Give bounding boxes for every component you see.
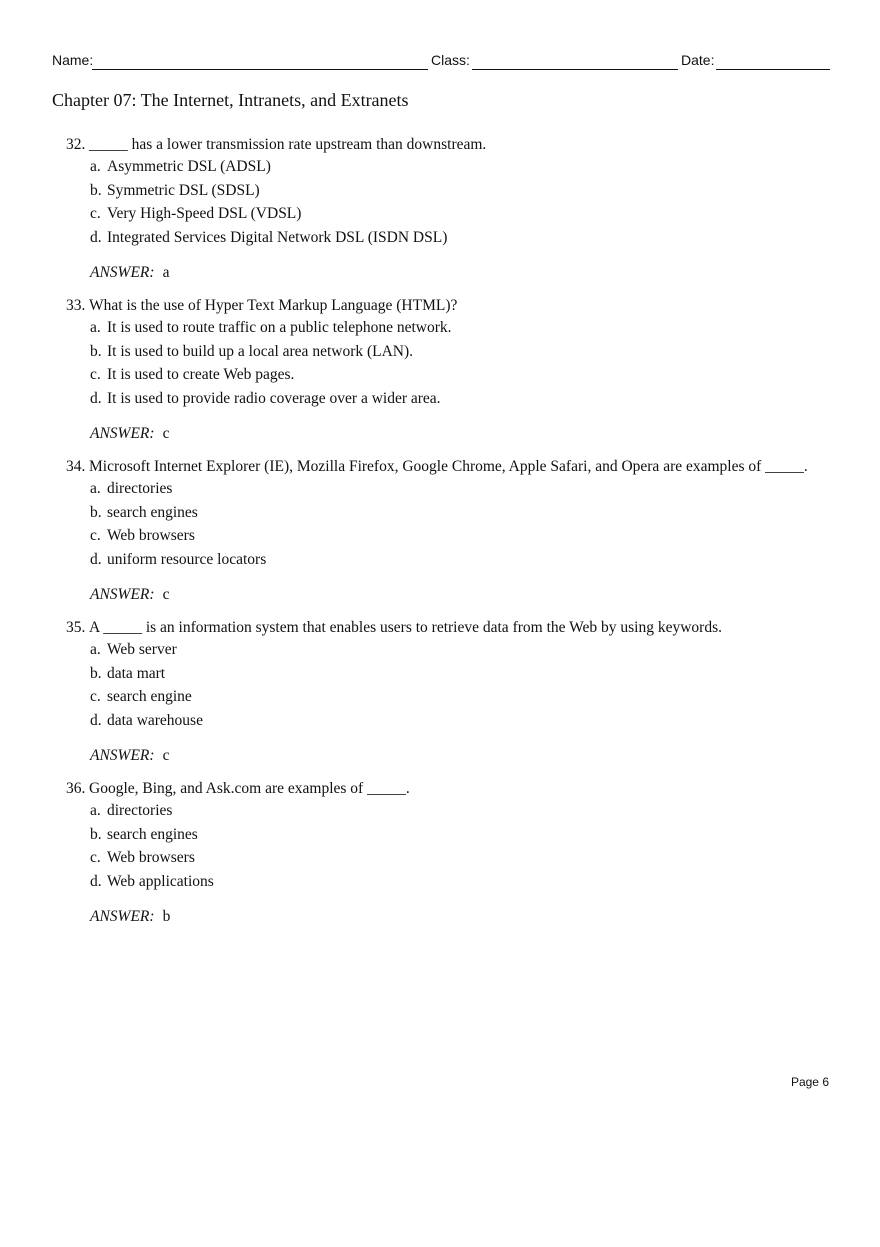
option-letter: b. (90, 343, 102, 360)
option-a (90, 641, 177, 659)
option-letter: b. (90, 665, 102, 682)
answer-line (90, 586, 169, 604)
question-list (0, 134, 880, 939)
option-letter: a. (90, 641, 101, 658)
option-letter: b. (90, 504, 102, 521)
option-c (90, 849, 195, 867)
option-text: Web applications (107, 873, 214, 890)
option-text: uniform resource locators (107, 551, 267, 568)
question-35 (0, 617, 880, 778)
page-number: Page 6 (790, 1075, 829, 1089)
question-number: 34. (66, 458, 86, 475)
question-36 (0, 778, 880, 939)
answer-line (90, 264, 169, 282)
question-stem (66, 619, 722, 637)
option-text: Web browsers (107, 527, 195, 544)
option-c (90, 527, 195, 545)
option-text: directories (107, 480, 173, 497)
answer-value: c (162, 425, 170, 442)
option-letter: b. (90, 826, 102, 843)
question-text: _____ has a lower transmission rate upstream than downstream. (89, 136, 487, 153)
option-a (90, 319, 452, 337)
option-letter: a. (90, 480, 101, 497)
option-a (90, 480, 172, 498)
option-b (90, 826, 198, 844)
option-letter: c. (90, 688, 101, 705)
option-a (90, 158, 271, 176)
answer-line (90, 747, 169, 765)
option-text: directories (107, 802, 173, 819)
name-label: Name: (52, 52, 94, 68)
answer-value: b (162, 908, 171, 925)
answer-line (90, 908, 170, 926)
option-text: search engines (107, 826, 198, 843)
header-fields (52, 52, 830, 72)
option-b (90, 343, 413, 361)
question-text: Google, Bing, and Ask.com are examples of _____. (89, 780, 410, 797)
option-c (90, 205, 301, 223)
option-d (90, 551, 266, 569)
option-letter: c. (90, 366, 101, 383)
option-text: Web server (107, 641, 177, 658)
question-stem (66, 136, 486, 154)
answer-label: ANSWER: (90, 908, 155, 925)
option-letter: d. (90, 551, 102, 568)
option-text: Web browsers (107, 849, 195, 866)
option-c (90, 688, 192, 706)
option-letter: c. (90, 205, 101, 222)
option-text: Symmetric DSL (SDSL) (107, 182, 260, 199)
option-letter: b. (90, 182, 102, 199)
option-a (90, 802, 172, 820)
option-letter: d. (90, 390, 102, 407)
option-d (90, 712, 203, 730)
question-34 (0, 456, 880, 617)
question-number: 35. (66, 619, 86, 636)
question-number: 33. (66, 297, 86, 314)
answer-value: c (162, 747, 170, 764)
question-text: A _____ is an information system that enables users to retrieve data from the Web by using keywords. (89, 619, 722, 636)
name-field-line (92, 69, 428, 70)
option-d (90, 873, 214, 891)
answer-label: ANSWER: (90, 747, 155, 764)
option-text: It is used to create Web pages. (107, 366, 295, 383)
option-letter: c. (90, 527, 101, 544)
question-stem (66, 458, 808, 476)
option-letter: d. (90, 229, 102, 246)
option-text: search engines (107, 504, 198, 521)
question-33 (0, 295, 880, 456)
option-text: search engine (107, 688, 192, 705)
answer-label: ANSWER: (90, 425, 155, 442)
option-text: data warehouse (107, 712, 203, 729)
option-c (90, 366, 294, 384)
option-text: Very High-Speed DSL (VDSL) (107, 205, 302, 222)
option-letter: a. (90, 158, 101, 175)
option-b (90, 182, 260, 200)
option-text: data mart (107, 665, 166, 682)
option-text: Asymmetric DSL (ADSL) (107, 158, 271, 175)
answer-value: c (162, 586, 170, 603)
chapter-title: Chapter 07: The Internet, Intranets, and Extranets (52, 90, 409, 110)
question-32 (0, 134, 880, 295)
question-stem (66, 297, 457, 315)
answer-label: ANSWER: (90, 586, 155, 603)
option-letter: d. (90, 873, 102, 890)
option-letter: a. (90, 802, 101, 819)
option-d (90, 390, 441, 408)
answer-line (90, 425, 169, 443)
option-text: Integrated Services Digital Network DSL (ISDN DSL) (107, 229, 448, 246)
date-field-line (716, 69, 830, 70)
question-stem (66, 780, 410, 798)
option-b (90, 665, 165, 683)
question-number: 32. (66, 136, 86, 153)
answer-value: a (162, 264, 170, 281)
option-text: It is used to route traffic on a public telephone network. (107, 319, 452, 336)
class-label: Class: (431, 52, 470, 68)
option-text: It is used to build up a local area network (LAN). (107, 343, 414, 360)
question-text: Microsoft Internet Explorer (IE), Mozilla Firefox, Google Chrome, Apple Safari, and Opera are examples of _____. (89, 458, 808, 475)
answer-label: ANSWER: (90, 264, 155, 281)
question-number: 36. (66, 780, 86, 797)
class-field-line (472, 69, 678, 70)
option-letter: d. (90, 712, 102, 729)
option-letter: c. (90, 849, 101, 866)
option-letter: a. (90, 319, 101, 336)
question-text: What is the use of Hyper Text Markup Language (HTML)? (89, 297, 458, 314)
option-b (90, 504, 198, 522)
date-label: Date: (681, 52, 715, 68)
option-d (90, 229, 447, 247)
option-text: It is used to provide radio coverage over a wider area. (107, 390, 441, 407)
